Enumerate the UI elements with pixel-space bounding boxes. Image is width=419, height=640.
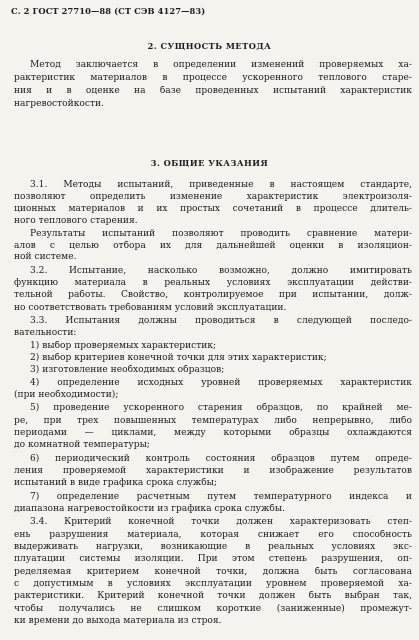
section2-line: ния и в оценке на базе проведенных испытаний характеристик (14, 86, 412, 96)
section3-line: ре, при трех повышенных температурах либо непрерывно, либо (14, 415, 412, 426)
section3-line: 5) проведение ускоренного старения образцов, по крайней ме- (30, 403, 412, 414)
section3-line: функцию материала в реальных условиях эксплуатации действи- (14, 278, 412, 288)
section3-line: ки времени до выхода материала из строя. (14, 616, 222, 626)
section-2-heading: 2. СУЩНОСТЬ МЕТОДА (147, 41, 272, 51)
section3-line: ной системе. (14, 252, 77, 263)
section3-line: 4) определение исходных уровней проверяемых характеристик (30, 377, 412, 388)
section3-line: ционных материалов и их простых сочетаний в процессе длитель- (14, 203, 412, 214)
section3-line: выдерживать нагрузки, возникающие в реальных условиях экс- (14, 541, 412, 552)
section3-line: алов с целью отбора их для дальнейшей оценки в изоляцион- (14, 240, 412, 251)
section3-line: диапазона нагревостойкости из графика срока службы. (14, 503, 285, 514)
section3-line: 3.4. Критерий конечной точки должен характеризовать степ- (30, 517, 412, 528)
section3-line: периодами — циклами, между которыми образцы охлаждаются (14, 428, 412, 438)
section2-line: нагревостойкости. (14, 99, 104, 109)
section3-line: испытаний в виде графика срока службы; (14, 478, 217, 489)
section3-line: ления проверяемой характеристики и изображение результатов (14, 466, 412, 476)
section-3-heading: 3. ОБЩИЕ УКАЗАНИЯ (150, 158, 269, 168)
section3-line: тельной работы. Свойство, контролируемое при испытании, долж- (14, 290, 412, 301)
section3-line: ределяемая критерием конечной точки, должна быть согласована (14, 566, 412, 577)
section3-line: 7) определение расчетным путем температурного индекса и (30, 491, 412, 502)
section3-line: (при необходимости); (14, 390, 119, 401)
section2-line: рактеристик материалов в процессе ускоренного теплового старе- (14, 73, 412, 83)
section3-line: ень разрушения материала, которая снижает его способность (14, 529, 412, 540)
section3-line: до комнатной температуры; (14, 440, 150, 451)
section3-line: 6) периодический контроль состояния образцов путем опреде- (30, 453, 412, 464)
section3-line: но соответствовать требованиям условий эксплуатации. (14, 302, 287, 313)
section3-line: с допустимым в условиях эксплуатации уровнем проверяемой ха- (14, 578, 412, 589)
section3-line: вательности: (14, 328, 77, 339)
section3-line: 1) выбор проверяемых характеристик; (30, 340, 217, 351)
section3-line: Результаты испытаний позволяют проводить сравнение матери- (30, 228, 412, 239)
section3-line: 3.1. Методы испытаний, приведенные в настоящем стандарте, (30, 180, 412, 190)
section3-line: 2) выбор критериев конечной точки для этих характеристик; (30, 353, 327, 363)
section3-line: ного теплового старения. (14, 216, 138, 227)
section3-line: позволяют определить изменение характеристик электроизоля- (14, 192, 412, 203)
page-header: С. 2 ГОСТ 27710—88 (СТ СЭВ 4127—83) (11, 6, 206, 16)
section3-line: 3.2. Испытание, насколько возможно, должно имитировать (30, 265, 412, 276)
section2-line: Метод заключается в определении изменений проверяемых ха- (30, 60, 412, 70)
section3-line: 3.3. Испытания должны проводиться в следующей последо- (30, 315, 412, 326)
section3-line: чтобы получались не слишком короткие (заниженные) промежут- (14, 603, 412, 614)
section3-line: рактеристики. Критерий конечной точки должен быть выбран так, (14, 591, 412, 602)
section3-line: плуатации системы изоляции. При этом степень разрушения, оп- (14, 554, 412, 565)
section3-line: 3) изготовление необходимых образцов; (30, 365, 225, 376)
